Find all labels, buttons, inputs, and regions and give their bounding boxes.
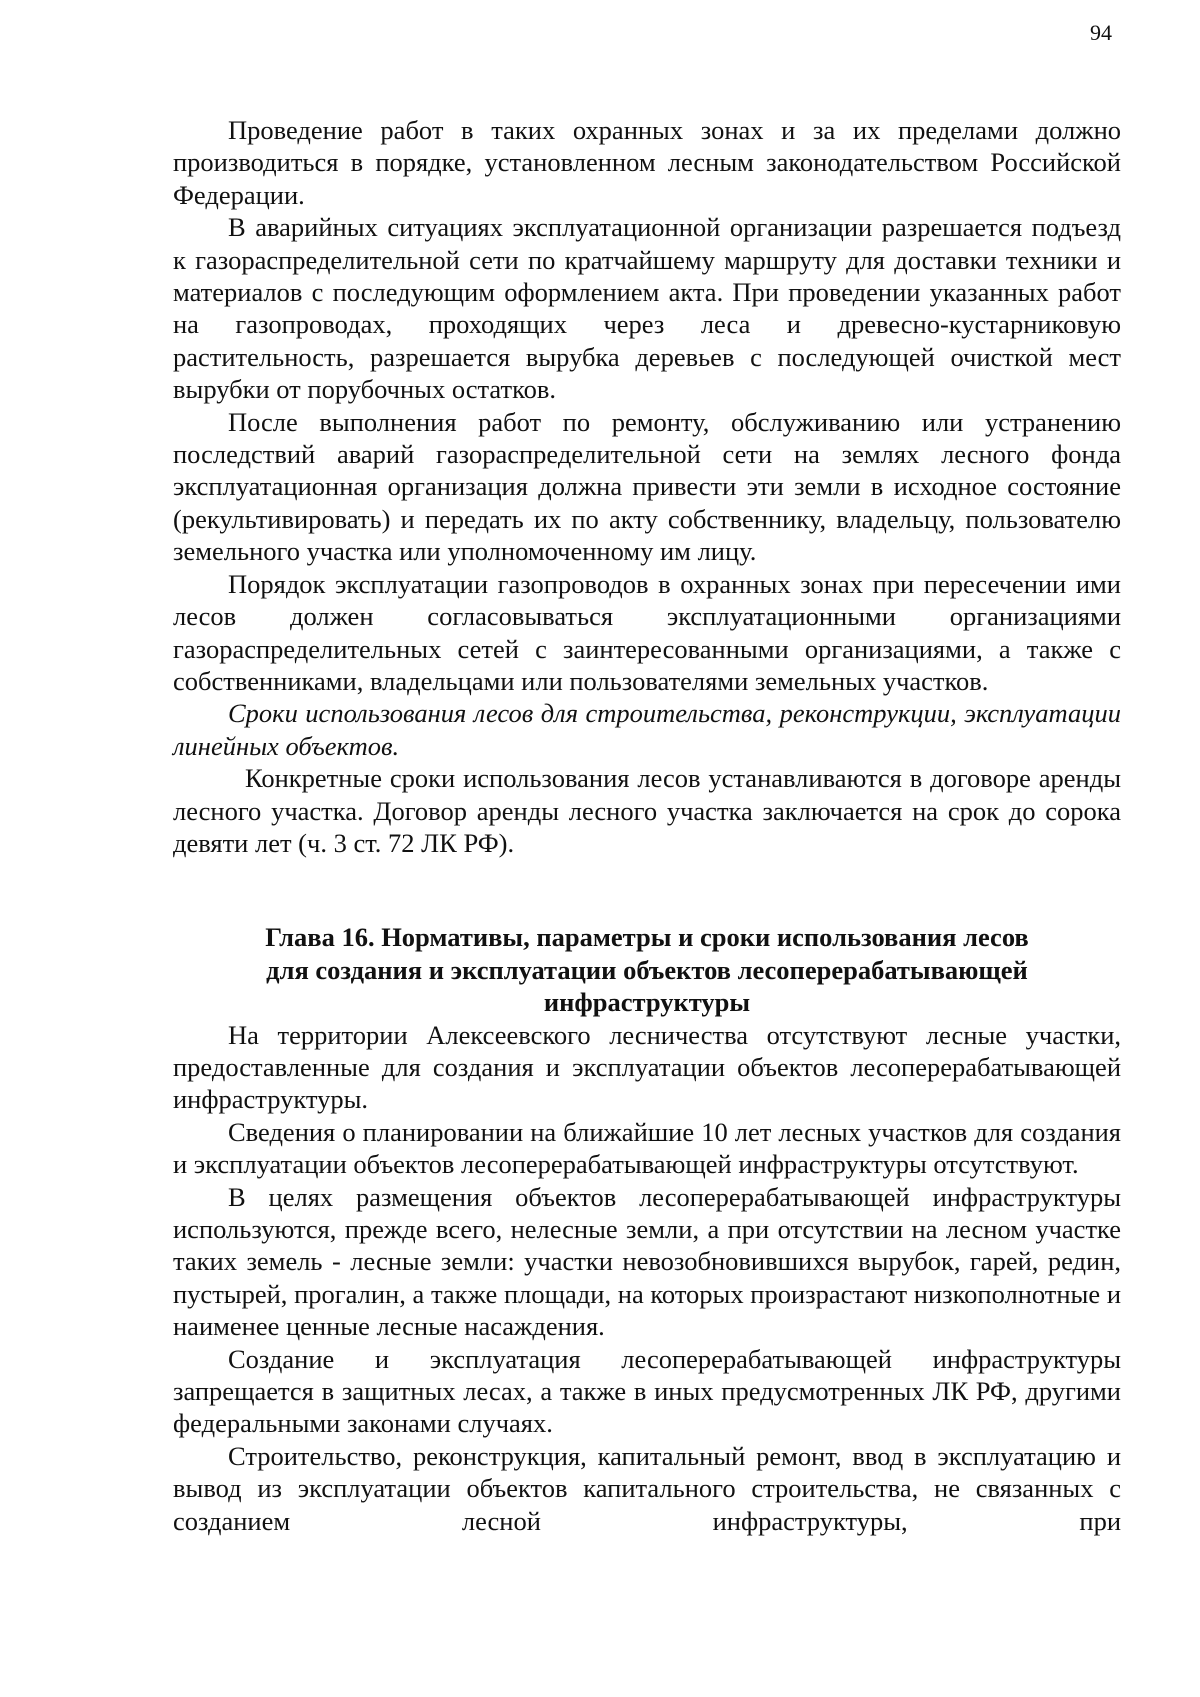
- paragraph-no-plots-provided: На территории Алексеевского лесничества отсутствуют лесные участки, предоставленные для создания и эксплуатации объектов лесоперерабатывающей инфраструктуры.: [173, 1019, 1121, 1115]
- paragraph-emergency-access: В аварийных ситуациях эксплуатационной организации разрешается подъезд к газораспределительной сети по кратчайшему маршруту для доставки техники и материалов с последующим оформлением акта. При проведении указанных работ на газопроводах, проходящих через леса и древесно-кустарниковую растительность, разрешается вырубка деревьев с последующей очисткой мест вырубки от порубочных остатков.: [173, 212, 1121, 405]
- chapter-title-line-1: Глава 16. Нормативы, параметры и сроки использования лесов: [265, 922, 1029, 953]
- chapter-title-line-2: для создания и эксплуатации объектов лесоперерабатывающей: [266, 954, 1028, 985]
- paragraph-lease-terms: Конкретные сроки использования лесов устанавливаются в договоре аренды лесного участка. Договор аренды лесного участка заключается на срок до сорока девяти лет (ч. 3 ст. 72 ЛК РФ).: [173, 763, 1121, 858]
- page-number: 94: [1090, 20, 1112, 45]
- paragraph-gas-pipeline-operation: Порядок эксплуатации газопроводов в охранных зонах при пересечении ими лесов должен согласовываться эксплуатационными организациями газораспределительных сетей с заинтересованными организациями, а также с собственниками, владельцами или пользователями земельных участков.: [173, 568, 1121, 696]
- paragraph-planning-info: Сведения о планировании на ближайшие 10 лет лесных участков для создания и эксплуатации объектов лесоперерабатывающей инфраструктуры отсутствуют.: [173, 1116, 1121, 1180]
- chapter-title-line-3: инфраструктуры: [543, 987, 751, 1018]
- paragraph-protected-zones-works: Проведение работ в таких охранных зонах и за их пределами должно производиться в порядке, установленном лесным законодательством Российской Федерации.: [173, 115, 1121, 210]
- paragraph-land-use-priority: В целях размещения объектов лесоперерабатывающей инфраструктуры используются, прежде всего, нелесные земли, а при отсутствии на лесном участке таких земель - лесные земли: участки невозобновившихся вырубок, гарей, редин, пустырей, прогалин, а также площади, на которых произрастают низкополнотные и наименее ценные лесные насаждения.: [173, 1181, 1121, 1342]
- chapter-heading: [173, 921, 1121, 1018]
- paragraph-construction-continued: Строительство, реконструкция, капитальный ремонт, ввод в эксплуатацию и вывод из эксплуатации объектов капитального строительства, не связанных с созданием лесной инфраструктуры, при: [173, 1440, 1121, 1536]
- paragraph-prohibition: Создание и эксплуатация лесоперерабатывающей инфраструктуры запрещается в защитных лесах, а также в иных предусмотренных ЛК РФ, другими федеральными законами случаях.: [173, 1343, 1121, 1439]
- document-body: [173, 114, 1121, 1537]
- paragraph-land-recultivation: После выполнения работ по ремонту, обслуживанию или устранению последствий аварий газораспределительной сети на землях лесного фонда эксплуатационная организация должна привести эти земли в исходное состояние (рекультивировать) и передать их по акту собственнику, владельцу, пользователю земельного участка или уполномоченному им лицу.: [173, 406, 1121, 567]
- italic-subheading-terms: Сроки использования лесов для строительства, реконструкции, эксплуатации линейных объектов.: [173, 698, 1121, 761]
